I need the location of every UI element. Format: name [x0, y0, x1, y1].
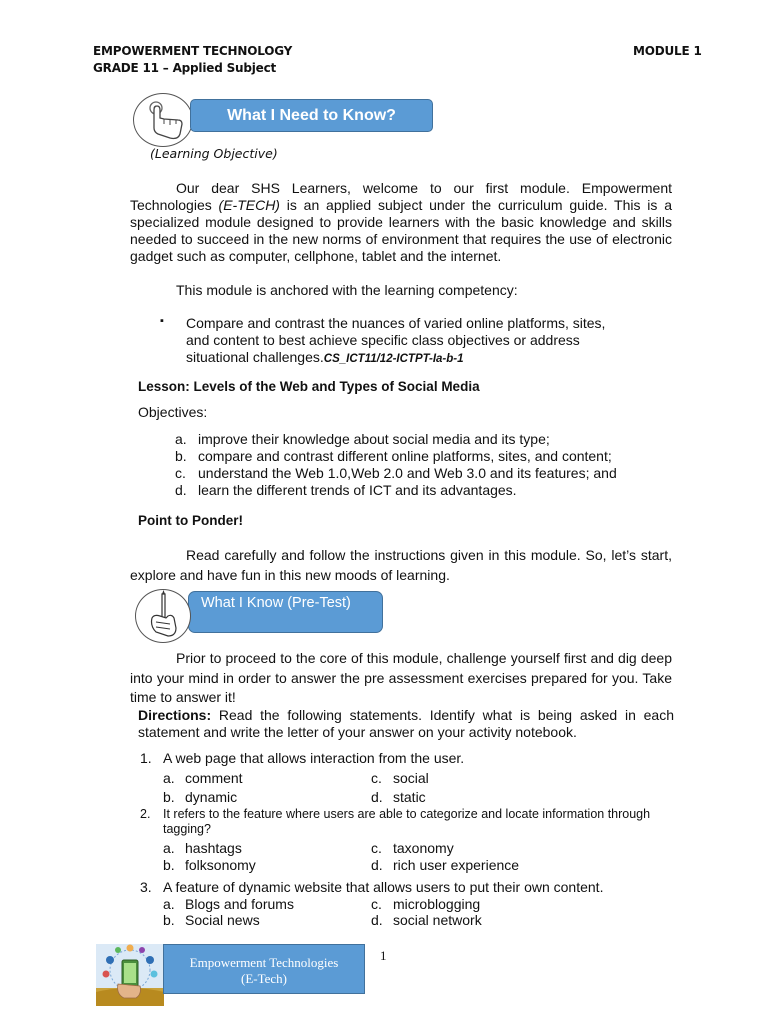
objective-letter: b. — [175, 448, 187, 464]
objective-item — [175, 482, 187, 499]
header-grade: GRADE 11 – Applied Subject — [93, 61, 277, 75]
option-text: rich user experience — [393, 857, 520, 873]
option-text: Social news — [185, 912, 260, 928]
option-letter: d. — [371, 857, 383, 873]
competency-lead: This module is anchored with the learning competency: — [176, 282, 518, 298]
option-text: comment — [185, 770, 243, 786]
section1-banner-title: What I Need to Know? — [227, 107, 396, 124]
option-text: dynamic — [185, 789, 238, 805]
option-text: hashtags — [185, 840, 242, 856]
option-letter: a. — [163, 840, 175, 856]
technology-devices-icon — [96, 944, 164, 1006]
option-letter: c. — [371, 896, 382, 912]
page-number: 1 — [380, 948, 387, 963]
intro-text-1: Our dear SHS Learners, welcome to our first module. Empowerment Technologies — [130, 180, 672, 213]
footer-box-line-1: Empowerment Technologies — [189, 955, 339, 970]
question-text: A feature of dynamic website that allows users to put their own content. — [163, 879, 604, 895]
footer-title-box — [163, 944, 365, 994]
objective-text: improve their knowledge about social media and its type; — [198, 431, 550, 447]
option-text: social — [393, 770, 429, 786]
ponder-text: Read carefully and follow the instructions given in this module. So, let’s start, explore and have fun in this new moods of learning. — [130, 547, 672, 583]
section2-banner-title: What I Know (Pre-Test) — [201, 595, 351, 611]
objective-letter: c. — [175, 465, 186, 481]
option-letter: b. — [163, 912, 175, 928]
objective-item — [175, 431, 187, 448]
section1-caption: (Learning Objective) — [150, 146, 278, 161]
intro-paragraph — [130, 180, 672, 265]
pretest-directions — [138, 707, 674, 741]
intro-etech: (E-TECH) — [218, 197, 280, 213]
question-number: 1. — [140, 750, 152, 766]
footer-graphic — [96, 944, 164, 1006]
option-text: static — [393, 789, 426, 805]
option-letter: c. — [371, 770, 382, 786]
pencil-hand-icon — [136, 590, 190, 642]
option-letter: a. — [163, 770, 175, 786]
competency-line-3 — [186, 349, 464, 368]
directions-text: Read the following statements. Identify what is being asked in each statement and write the letter of your answer on your activity notebook. — [138, 707, 674, 740]
option-text: taxonomy — [393, 840, 454, 856]
question-number: 2. — [140, 807, 151, 821]
objective-letter: a. — [175, 431, 187, 447]
touch-hand-icon — [134, 94, 192, 146]
competency-line-1: Compare and contrast the nuances of varied online platforms, sites, — [186, 315, 606, 331]
objective-item — [175, 448, 187, 465]
objective-text: understand the Web 1.0,Web 2.0 and Web 3.0 and its features; and — [198, 465, 617, 481]
competency-bullet: ▪ — [160, 315, 164, 327]
objective-item — [175, 465, 186, 482]
footer-box-line-2: (E-Tech) — [240, 971, 287, 986]
question-number: 3. — [140, 879, 152, 895]
question-text: A web page that allows interaction from the user. — [163, 750, 465, 766]
option-letter: b. — [163, 789, 175, 805]
ponder-title: Point to Ponder! — [138, 513, 243, 528]
objectives-label: Objectives: — [138, 404, 208, 420]
option-text: Blogs and forums — [185, 896, 294, 912]
option-letter: a. — [163, 896, 175, 912]
option-letter: c. — [371, 840, 382, 856]
header-subject: EMPOWERMENT TECHNOLOGY — [93, 44, 293, 58]
option-text: microblogging — [393, 896, 481, 912]
competency-line-3-text: situational challenges. — [186, 349, 324, 365]
option-letter: b. — [163, 857, 175, 873]
lesson-title: Lesson: Levels of the Web and Types of Social Media — [138, 379, 480, 394]
section1-icon-circle — [133, 93, 193, 147]
competency-code: CS_ICT11/12-ICTPT-Ia-b-1 — [323, 353, 464, 365]
section2-banner — [188, 591, 383, 633]
objective-text: learn the different trends of ICT and its advantages. — [198, 482, 517, 498]
directions-label: Directions: — [138, 707, 212, 723]
intro-text-2: is an applied subject under the curriculum guide. This is a specialized module designed to provide learners with the basic knowledge and skills needed to succeed in the new norms of environment that requires the use of electronic gadget such as computer, cellphone, tablet and the internet. — [130, 197, 672, 264]
option-letter: d. — [371, 912, 383, 928]
pretest-intro: Prior to proceed to the core of this module, challenge yourself first and dig deep into your mind in order to answer the pre assessment exercises prepared for you. Take time to answer it! — [130, 650, 672, 705]
option-text: social network — [393, 912, 482, 928]
question-text: It refers to the feature where users are able to categorize and locate information through tagging? — [163, 807, 651, 836]
section2-icon-circle — [135, 589, 191, 643]
header-module: MODULE 1 — [633, 44, 702, 58]
objective-letter: d. — [175, 482, 187, 498]
option-letter: d. — [371, 789, 383, 805]
competency-line-2: and content to best achieve specific class objectives or address — [186, 332, 580, 348]
section1-banner — [190, 99, 433, 132]
objective-text: compare and contrast different online platforms, sites, and content; — [198, 448, 612, 464]
option-text: folksonomy — [185, 857, 256, 873]
